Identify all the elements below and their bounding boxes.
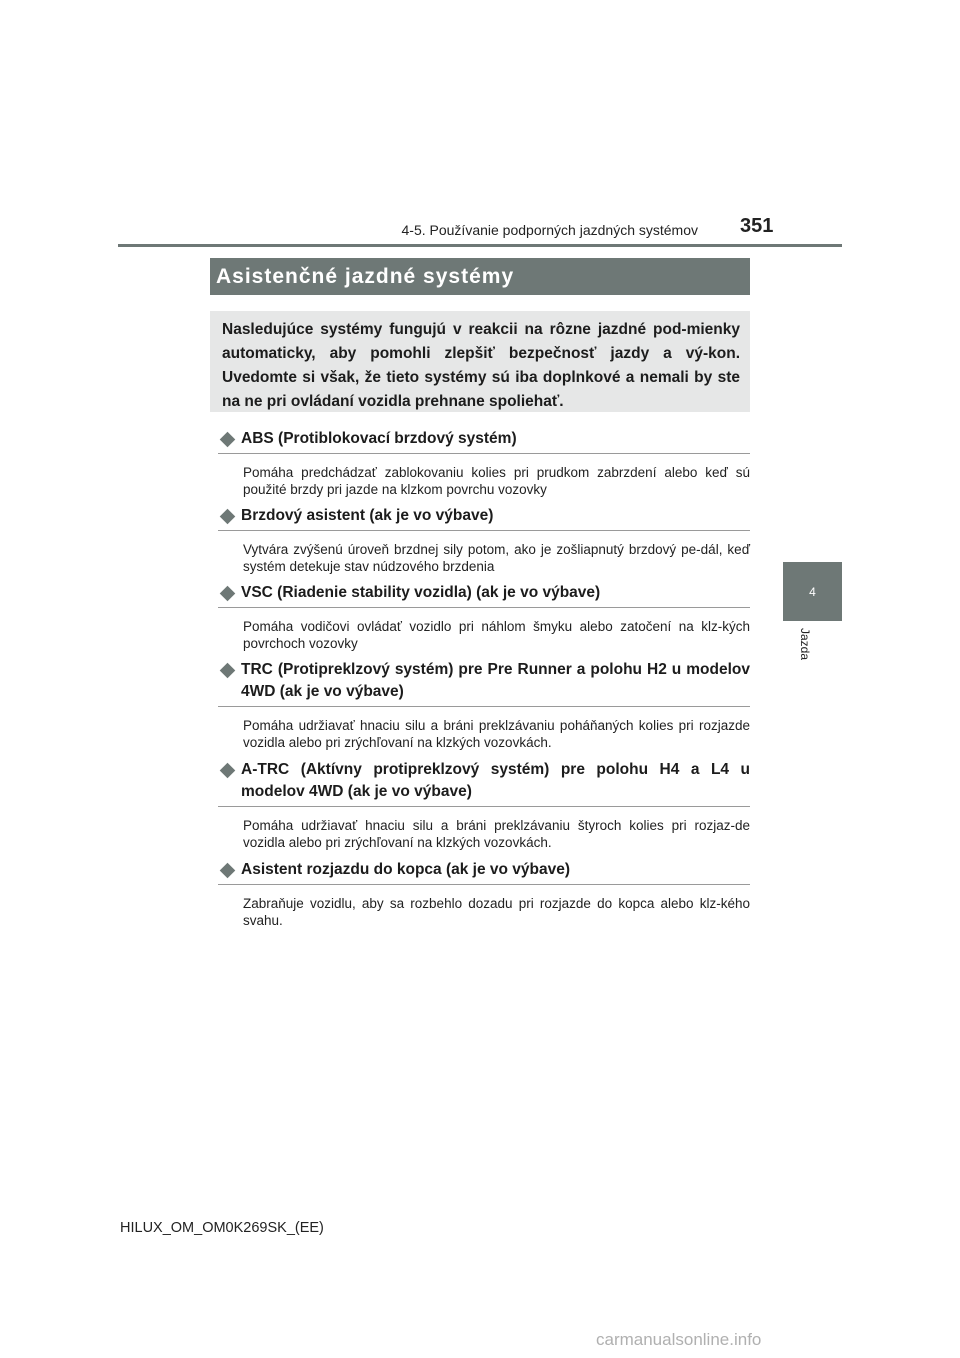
section-heading [218,582,750,608]
section-hill-start [218,859,750,929]
diamond-bullet-icon [220,432,236,448]
section-body: Pomáha predchádzať zablokovaniu kolies pri prudkom zabrzdení alebo keď sú použité brzdy pri jazde na klzkom povrchu vozovky [243,465,750,497]
section-heading [218,859,750,885]
section-heading [218,759,750,807]
section-trc [218,659,750,751]
diamond-bullet-icon [220,586,236,602]
section-body: Zabraňuje vozidlu, aby sa rozbehlo dozadu pri rozjazde do kopca alebo klz-kého svahu. [243,896,750,928]
section-a-trc [218,759,750,851]
section-body: Vytvára zvýšenú úroveň brzdnej sily potom, ako je zošliapnutý brzdový pe-dál, keď systém detekuje stav núdzového brzdenia [243,542,750,574]
section-title: VSC (Riadenie stability vozidla) (ak je vo výbave) [241,584,601,601]
section-brake-assist [218,505,750,575]
chapter-header: 4-5. Používanie podporných jazdných systémov [401,222,698,238]
section-title: ABS (Protiblokovací brzdový systém) [241,430,517,447]
section-title: A-TRC (Aktívny protipreklzový systém) pre polohu H4 a L4 u modelov 4WD (ak je vo výbave) [241,761,750,800]
section-body: Pomáha udržiavať hnaciu silu a bráni preklzávaniu štyroch kolies pri rozjaz-de vozidla alebo pri zrýchľovaní na klzkých vozovkách. [243,818,750,850]
watermark: carmanualsonline.info [596,1330,762,1349]
section-title: TRC (Protipreklzový systém) pre Pre Runner a polohu H2 u modelov 4WD (ak je vo výbave) [241,661,750,700]
diamond-bullet-icon [220,763,236,779]
diamond-bullet-icon [220,663,236,679]
section-vsc [218,582,750,652]
chapter-tab-label: Jazda [798,628,812,661]
section-heading [218,505,750,531]
section-title: Brzdový asistent (ak je vo výbave) [241,507,494,524]
section-body: Pomáha vodičovi ovládať vozidlo pri náhlom šmyku alebo zatočení na klz-kých povrchoch vozovky [243,619,750,651]
header-rule [118,244,842,247]
section-heading [218,428,750,454]
section-heading [218,659,750,707]
intro-box: Nasledujúce systémy fungujú v reakcii na rôzne jazdné pod-mienky automaticky, aby pomohli zlepšiť bezpečnosť jazdy a vý-kon. Uvedomte si však, že tieto systémy sú iba doplnkové a nemali by ste na ne pri ovládaní vozidla prehnane spoliehať. [210,311,750,412]
section-body: Pomáha udržiavať hnaciu silu a bráni preklzávaniu poháňaných kolies pri rozjazde vozidla alebo pri zrýchľovaní na klzkých vozovkách. [243,718,750,750]
page-number: 351 [740,215,774,237]
diamond-bullet-icon [220,863,236,879]
section-title: Asistent rozjazdu do kopca (ak je vo výbave) [241,861,571,878]
diamond-bullet-icon [220,509,236,525]
page-title: Asistenčné jazdné systémy [210,258,750,295]
footer-code: HILUX_OM_OM0K269SK_(EE) [120,1220,324,1236]
chapter-tab: 4 [783,562,842,621]
section-abs [218,428,750,498]
